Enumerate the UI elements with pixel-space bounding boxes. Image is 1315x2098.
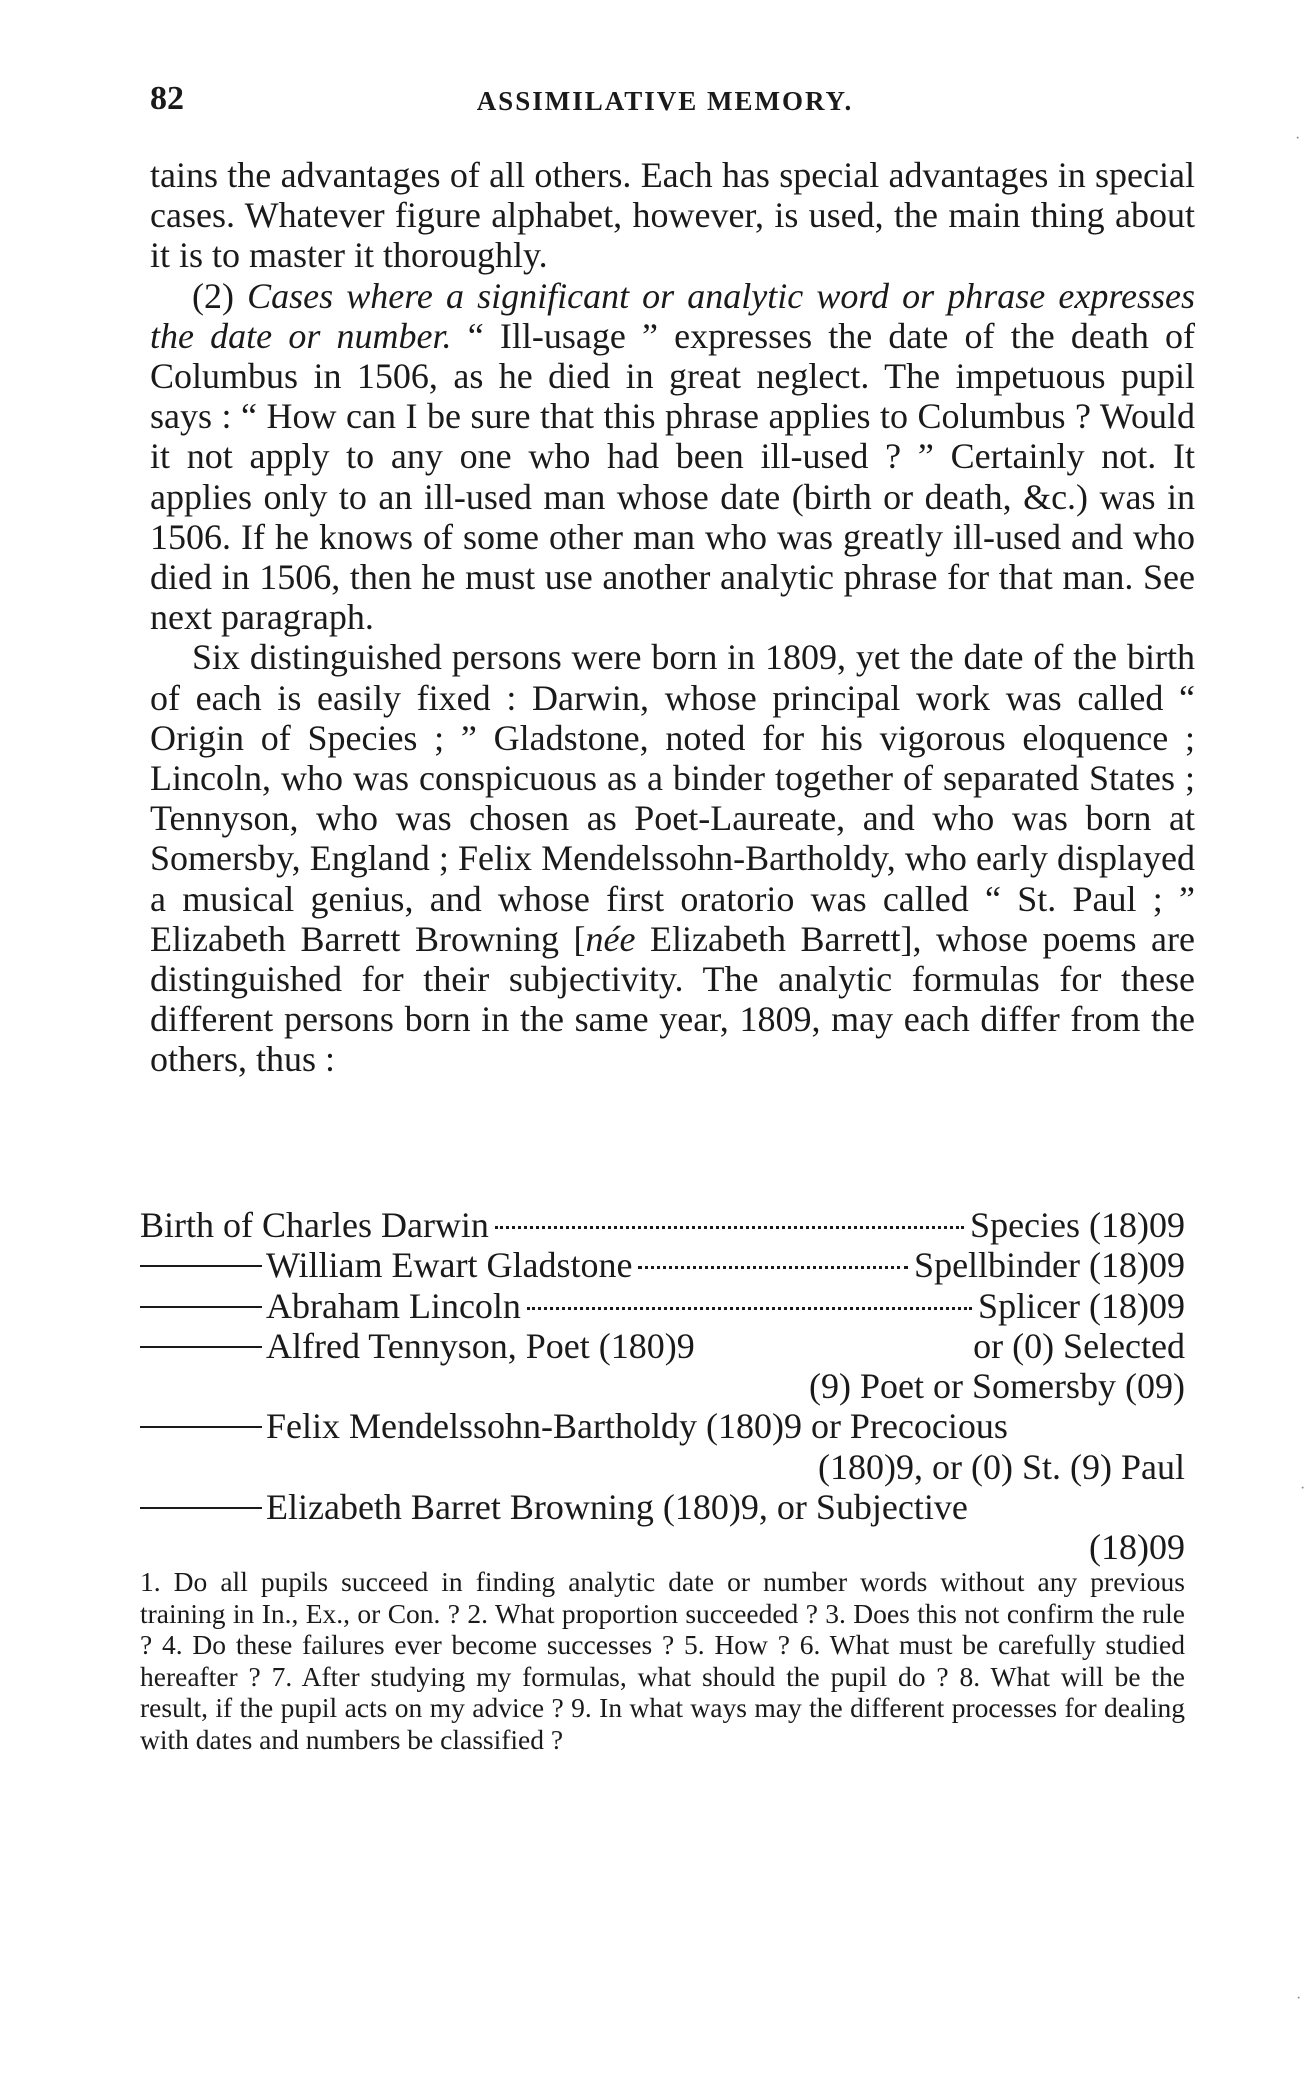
paragraph-2-body: “ Ill-usage ” expresses the date of the death of Columbus in 1506, as he died in great neglect. The impetuous pupil says : “ How can I be sure that this phrase applies to Columbus ? Would it not apply to any one who had been ill-used ? ” Certainly not. It applies only to an ill-used man whose date (birth or death, &c.) was in 1506. If he knows of some other man who was greatly ill-used and who died in 1506, then he must use another analytic phrase for that man. See next paragraph.	[150, 315, 1196, 638]
paragraph-3-nee: née	[585, 918, 636, 959]
formula-list	[140, 1205, 1185, 1568]
list-item-browning-continued: (18)09	[1089, 1527, 1185, 1568]
margin-speck: ·	[1296, 1990, 1302, 2007]
study-questions: 1. Do all pupils succeed in finding analytic date or number words without any previous training in In., Ex., or Con. ? 2. What proportion succeeded ? 3. Does this not confirm the rule ? 4. Do these failures ever become successes ? 5. How ? 6. What must be carefully studied hereafter ? 7. After studying my formulas, what should the pupil do ? 8. What will be the result, if the pupil acts on my advice ? 9. In what ways may the different processes for dealing with dates and numbers be classified ?	[140, 1566, 1185, 1755]
list-item-formula: Species (18)09	[970, 1205, 1185, 1245]
list-item-mendelssohn-continued: (180)9, or (0) St. (9) Paul	[818, 1446, 1185, 1487]
list-item-formula: Splicer (18)09	[978, 1285, 1185, 1326]
ditto-dash	[140, 1507, 262, 1509]
list-item-gladstone	[140, 1245, 1185, 1285]
page-header	[150, 80, 1180, 130]
paragraph-2	[150, 276, 1195, 638]
margin-speck: ·	[1295, 130, 1301, 147]
list-item-tennyson-continued: (9) Poet or Somersby (09)	[809, 1366, 1185, 1407]
paragraph-3-end: Elizabeth Barrett], whose poems are distinguished for their subjectivity. The analytic formulas for these different persons born in the same year, 1809, may each differ from the others, thus :	[150, 918, 1195, 1080]
paragraph-3	[150, 637, 1195, 1079]
list-item-browning	[140, 1487, 1185, 1527]
paragraph-2-heading: Cases where a significant or analytic word or phrase expresses the date or number.	[150, 275, 1195, 356]
paragraph-1: tains the advantages of all others. Each has special advantages in special cases. Whatever figure alphabet, however, is used, the main thing about it is to master it thoroughly.	[150, 155, 1195, 276]
paragraph-2-number: (2)	[192, 275, 248, 316]
list-item-name: Birth of Charles Darwin	[140, 1205, 489, 1245]
dot-leader	[527, 1306, 972, 1310]
margin-speck: ·	[1300, 1480, 1306, 1497]
list-item-name: Alfred Tennyson, Poet (180)9	[266, 1325, 695, 1366]
list-item-tennyson	[140, 1326, 1185, 1366]
dot-leader	[638, 1265, 908, 1269]
paragraph-3-body: Six distinguished persons were born in 1809, yet the date of the birth of each is easily fixed : Darwin, whose principal work was called “ Origin of Species ; ” Gladstone, noted for his vigorous eloquence ; Lincoln, who was conspicuous as a binder together of separated States ; Tennyson, who was chosen as Poet-Laureate, and who was born at Somersby, England ; Felix Mendelssohn-Bartholdy, who early displayed a musical genius, and whose first oratorio was called “ St. Paul ; ” Elizabeth Barrett Browning [	[150, 637, 1195, 959]
dot-leader	[495, 1225, 964, 1229]
list-item-darwin	[140, 1205, 1185, 1245]
body-text	[150, 155, 1195, 1080]
list-item-formula: Spellbinder (18)09	[914, 1245, 1185, 1286]
ditto-dash	[140, 1426, 262, 1428]
running-title: ASSIMILATIVE MEMORY.	[476, 86, 854, 116]
list-item-formula: or (0) Selected	[973, 1325, 1185, 1366]
page-number: 82	[150, 80, 184, 117]
list-item-name: Abraham Lincoln	[266, 1285, 521, 1326]
list-item-name: Elizabeth Barret Browning (180)9, or Subjective	[266, 1487, 968, 1528]
list-item-lincoln	[140, 1286, 1185, 1326]
ditto-dash	[140, 1346, 262, 1348]
list-item-mendelssohn	[140, 1406, 1185, 1446]
list-item-name: Felix Mendelssohn-Bartholdy (180)9 or Precocious	[266, 1406, 1008, 1447]
ditto-dash	[140, 1265, 262, 1267]
list-item-name: William Ewart Gladstone	[266, 1245, 633, 1286]
ditto-dash	[140, 1306, 262, 1308]
